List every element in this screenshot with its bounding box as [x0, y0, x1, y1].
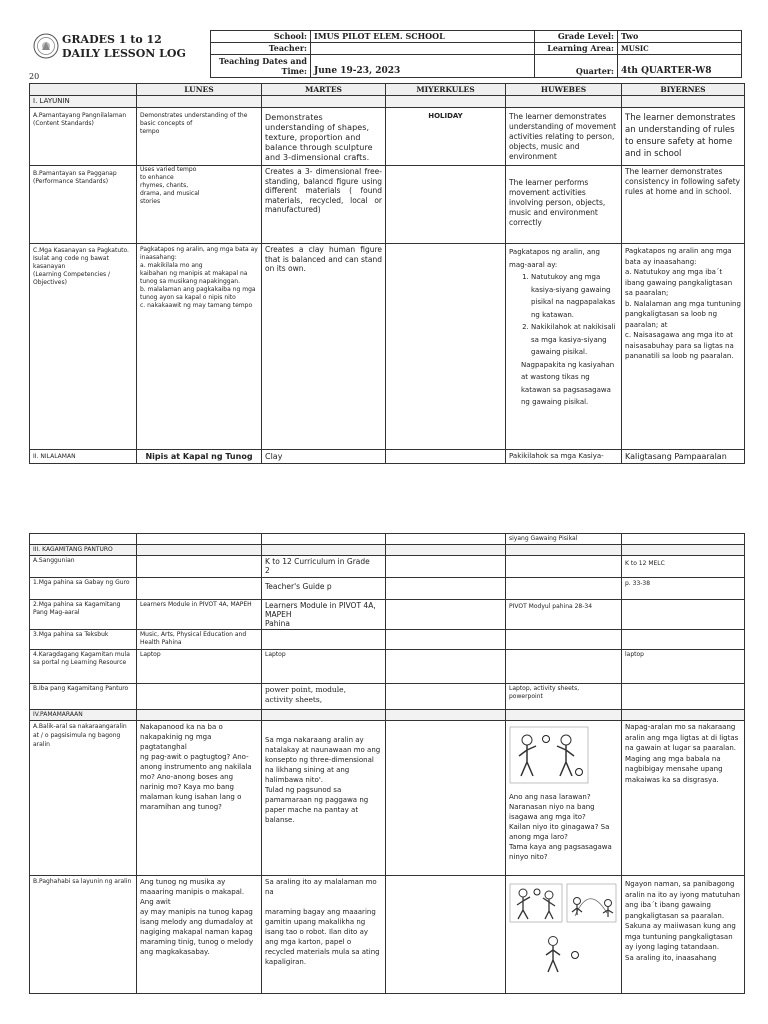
biyernes-content-standard: The learner demonstrates an understanding of rules to ensure safety at home and in school: [622, 108, 745, 166]
day-header-miyerkules: MIYERKULES: [386, 84, 506, 96]
huwebes-learners-materials: PIVOT Modyul pahina 28-34: [506, 600, 622, 630]
dll-table-page2: [29, 533, 745, 994]
row-label-learners-materials: 2.Mga pahina sa Kagamitang Pang Mag-aaral: [30, 600, 137, 630]
miyerkules-holiday: HOLIDAY: [386, 108, 506, 166]
huwebes-competency-tail: Nagpapakita ng kasiyahan at wastong tikas ng katawan sa pagsasagawa ng gawaing pisikal.: [521, 360, 615, 406]
martes-teachers-guide: Teacher's Guide p: [262, 578, 386, 600]
huwebes-paghahabi: [506, 876, 622, 994]
title-dll: DAILY LESSON LOG: [62, 47, 186, 60]
miyerkules-nilalaman: [386, 450, 506, 464]
dll-table-page1: [29, 83, 745, 464]
martes-learning-competencies: Creates a clay human figure that is balanced and can stand on its own.: [262, 244, 386, 450]
page-number: 20: [29, 72, 40, 81]
children-exercise-image: [509, 883, 618, 979]
row-label-paghahabi: B.Paghahabi sa layunin ng aralin: [30, 876, 137, 994]
biyernes-balik-aral: Napag-aralan mo sa nakaraang aralin ang mga ligtas at di ligtas na gawain at lugar sa paaralan. Maging ang mga babala na nagbibigay mensahe upang makaiwas ka sa disgrasya.: [622, 721, 745, 876]
huwebes-learning-competencies: [506, 244, 622, 450]
lunes-learning-competencies: Pagkatapos ng aralin, ang mga bata ay inaasahang: a. makikilala mo ang kaibahan ng manipis at makapal na tunog sa musikang napakinggan. b. malalaman ang pagkakaiba ng mga tunog ayon sa kapal o nipis nito c. nakakaawit ng may tamang tempo: [137, 244, 262, 450]
biyernes-additional-materials: laptop: [622, 650, 745, 684]
huwebes-competency-item-1: 1. Natutukoy ang mga kasiya-siyang gawaing pisikal na nagpapalakas ng katawan.: [531, 271, 618, 321]
area-label: Learning Area:: [535, 43, 618, 55]
grade-value: Two: [618, 31, 742, 43]
biyernes-learning-competencies: Pagkatapos ng aralin ang mga bata ay inaasahang: a. Natutukoy ang mga iba´t ibang gawaing pangkaligtasan sa paaralan; b. Nalalaman ang mga tuntuning pangkaligtasan sa loob ng paaralan; at c. Naisasagawa ang mga ito at naisasabuhay para sa ligtas na pananatili sa loob ng paaralan.: [622, 244, 745, 450]
section-nilalaman: II. NILALAMAN: [30, 450, 137, 464]
row-label-additional-materials: 4.Karagdagang Kagamitan mula sa portal ng Learning Resource: [30, 650, 137, 684]
row-label-teachers-guide: 1.Mga pahina sa Gabay ng Guro: [30, 578, 137, 600]
school-value: IMUS PILOT ELEM. SCHOOL: [311, 31, 535, 43]
lunes-balik-aral: Nakapanood ka na ba o nakapakinig ng mga pagtatanghal ng pag-awit o pagtugtog? Ano-anong instrumento ang nakilala mo? Ano-anong boses ang narinig mo? Kaya mo bang malaman kung isahan lang o maramihan ang tunog?: [137, 721, 262, 876]
title-grades: GRADES 1 to 12: [62, 33, 162, 46]
martes-learners-materials: Learners Module in PIVOT 4A, MAPEH Pahina: [262, 600, 386, 630]
lunes-performance-standard: Uses varied tempo to enhance rhymes, chants, drama, and musical stories: [137, 166, 262, 244]
teacher-label: Teacher:: [211, 43, 311, 55]
lunes-additional-materials: Laptop: [137, 650, 262, 684]
biyernes-nilalaman: Kaligtasang Pampaaralan: [622, 450, 745, 464]
huwebes-competency-item-2: 2. Nakikilahok at nakikisali sa mga kasiya-siyang gawaing pisikal.: [531, 321, 618, 359]
area-value: MUSIC: [618, 43, 742, 55]
martes-nilalaman: Clay: [262, 450, 386, 464]
lunes-nilalaman: Nipis at Kapal ng Tunog: [137, 450, 262, 464]
lunes-paghahabi: Ang tunog ng musika ay maaaring manipis o makapal. Ang awit ay may manipis na tunog kapag isang melody ang dumadaloy at nagiging makapal naman kapag maraming tinig, tunog o melody ang magkakasabay.: [137, 876, 262, 994]
dates-value: June 19-23, 2023: [311, 55, 535, 78]
martes-other-materials: power point, module, activity sheets,: [262, 684, 386, 710]
lunes-content-standard: Demonstrates understanding of the basic concepts of tempo: [137, 108, 262, 166]
dates-label: Teaching Dates and Time:: [211, 55, 311, 78]
grade-label: Grade Level:: [535, 31, 618, 43]
martes-additional-materials: Laptop: [262, 650, 386, 684]
huwebes-other-materials: Laptop, activity sheets, powerpoint: [506, 684, 622, 710]
lunes-textbook: Music, Arts, Physical Education and Health Pahina: [137, 630, 262, 650]
deped-seal: [33, 33, 59, 59]
row-label-learning-competencies: C.Mga Kasanayan sa Pagkatuto. Isulat ang code ng bawat kasanayan (Learning Competencies / Objectives): [30, 244, 137, 450]
header-info-table: [210, 30, 742, 78]
row-label-textbook: 3.Mga pahina sa Teksbuk: [30, 630, 137, 650]
row-label-other-materials: B.Iba pang Kagamitang Panturo: [30, 684, 137, 710]
row-label-content-standards: A.Pamantayang Pangnilalaman (Content Standards): [30, 108, 137, 166]
martes-sanggunian: K to 12 Curriculum in Grade 2: [262, 556, 386, 578]
miyerkules-performance-standard: [386, 166, 506, 244]
row-label-performance-standards: B.Pamantayan sa Pagganap (Performance Standards): [30, 166, 137, 244]
huwebes-performance-standard: The learner performs movement activities involving person, objects, music and environment correctly: [506, 166, 622, 244]
day-header-huwebes: HUWEBES: [506, 84, 622, 96]
biyernes-sanggunian: K to 12 MELC: [622, 556, 745, 578]
children-playing-ball-image: [509, 726, 618, 786]
martes-content-standard: Demonstrates understanding of shapes, texture, proportion and balance through sculpture and 3-dimensional crafts.: [262, 108, 386, 166]
biyernes-teachers-guide: p. 33-38: [622, 578, 745, 600]
huwebes-balik-aral-questions: Ano ang nasa larawan? Naranasan niyo na bang isagawa ang mga ito? Kailan niyo ito ginagawa? Sa anong mga laro? Tama kaya ang pagsasagawa ninyo nito?: [509, 793, 612, 861]
row-label-sanggunian: A.Sanggunian: [30, 556, 137, 578]
school-label: School:: [211, 31, 311, 43]
day-header-biyernes: BIYERNES: [622, 84, 745, 96]
biyernes-performance-standard: The learner demonstrates consistency in following safety rules at home and in school.: [622, 166, 745, 244]
section-pamamaraan: IV.PAMAMARAAN: [30, 710, 137, 721]
biyernes-paghahabi: Ngayon naman, sa panibagong aralin na ito ay iyong matutuhan ang iba´t ibang gawaing pangkaligtasan sa paaralan. Sakuna ay maiiwasan kung ang mga tuntuning pangkaligtasan ay iyong laging tatandaan. Sa araling ito, inaasahang: [622, 876, 745, 994]
section-kagamitang-panturo: III. KAGAMITANG PANTURO: [30, 545, 137, 556]
day-header-martes: MARTES: [262, 84, 386, 96]
huwebes-content-standard: The learner demonstrates understanding of movement activities relating to person, objects, music and environment: [506, 108, 622, 166]
huwebes-balik-aral: [506, 721, 622, 876]
teacher-value: [311, 43, 535, 55]
huwebes-competencies-intro: Pagkatapos ng aralin, ang mag-aaral ay:: [509, 248, 600, 269]
corner-cell: [30, 84, 137, 96]
huwebes-nilalaman: Pakikilahok sa mga Kasiya-: [506, 450, 622, 464]
martes-paghahabi: Sa araling ito ay malalaman mo na maraming bagay ang maaaring gamitin upang makalikha ng isang tao o robot. Ilan dito ay ang mga karton, papel o recycled materials mula sa ating kapaligiran.: [262, 876, 386, 994]
miyerkules-learning-competencies: [386, 244, 506, 450]
martes-balik-aral: Sa mga nakaraang aralin ay natalakay at naunawaan mo ang konsepto ng three-dimensional na likhang sining at ang halimbawa nito'. Tulad ng pagsunod sa pamamaraan ng paggawa ng paper mache na pantay at balanse.: [262, 721, 386, 876]
lunes-learners-materials: Learners Module in PIVOT 4A, MAPEH: [137, 600, 262, 630]
section-layunin: I. LAYUNIN: [30, 96, 137, 108]
quarter-label: Quarter:: [535, 55, 618, 78]
quarter-value: 4th QUARTER-W8: [618, 55, 742, 78]
day-header-lunes: LUNES: [137, 84, 262, 96]
huwebes-nilalaman-continued: siyang Gawaing Pisikal: [506, 534, 622, 545]
row-label-balik-aral: A.Balik-aral sa nakaraangaralin at / o pagsisimula ng bagong aralin: [30, 721, 137, 876]
martes-performance-standard: Creates a 3- dimensional free-standing, balancd figure using different materials ( found materials, recycled, local or manufactured): [262, 166, 386, 244]
